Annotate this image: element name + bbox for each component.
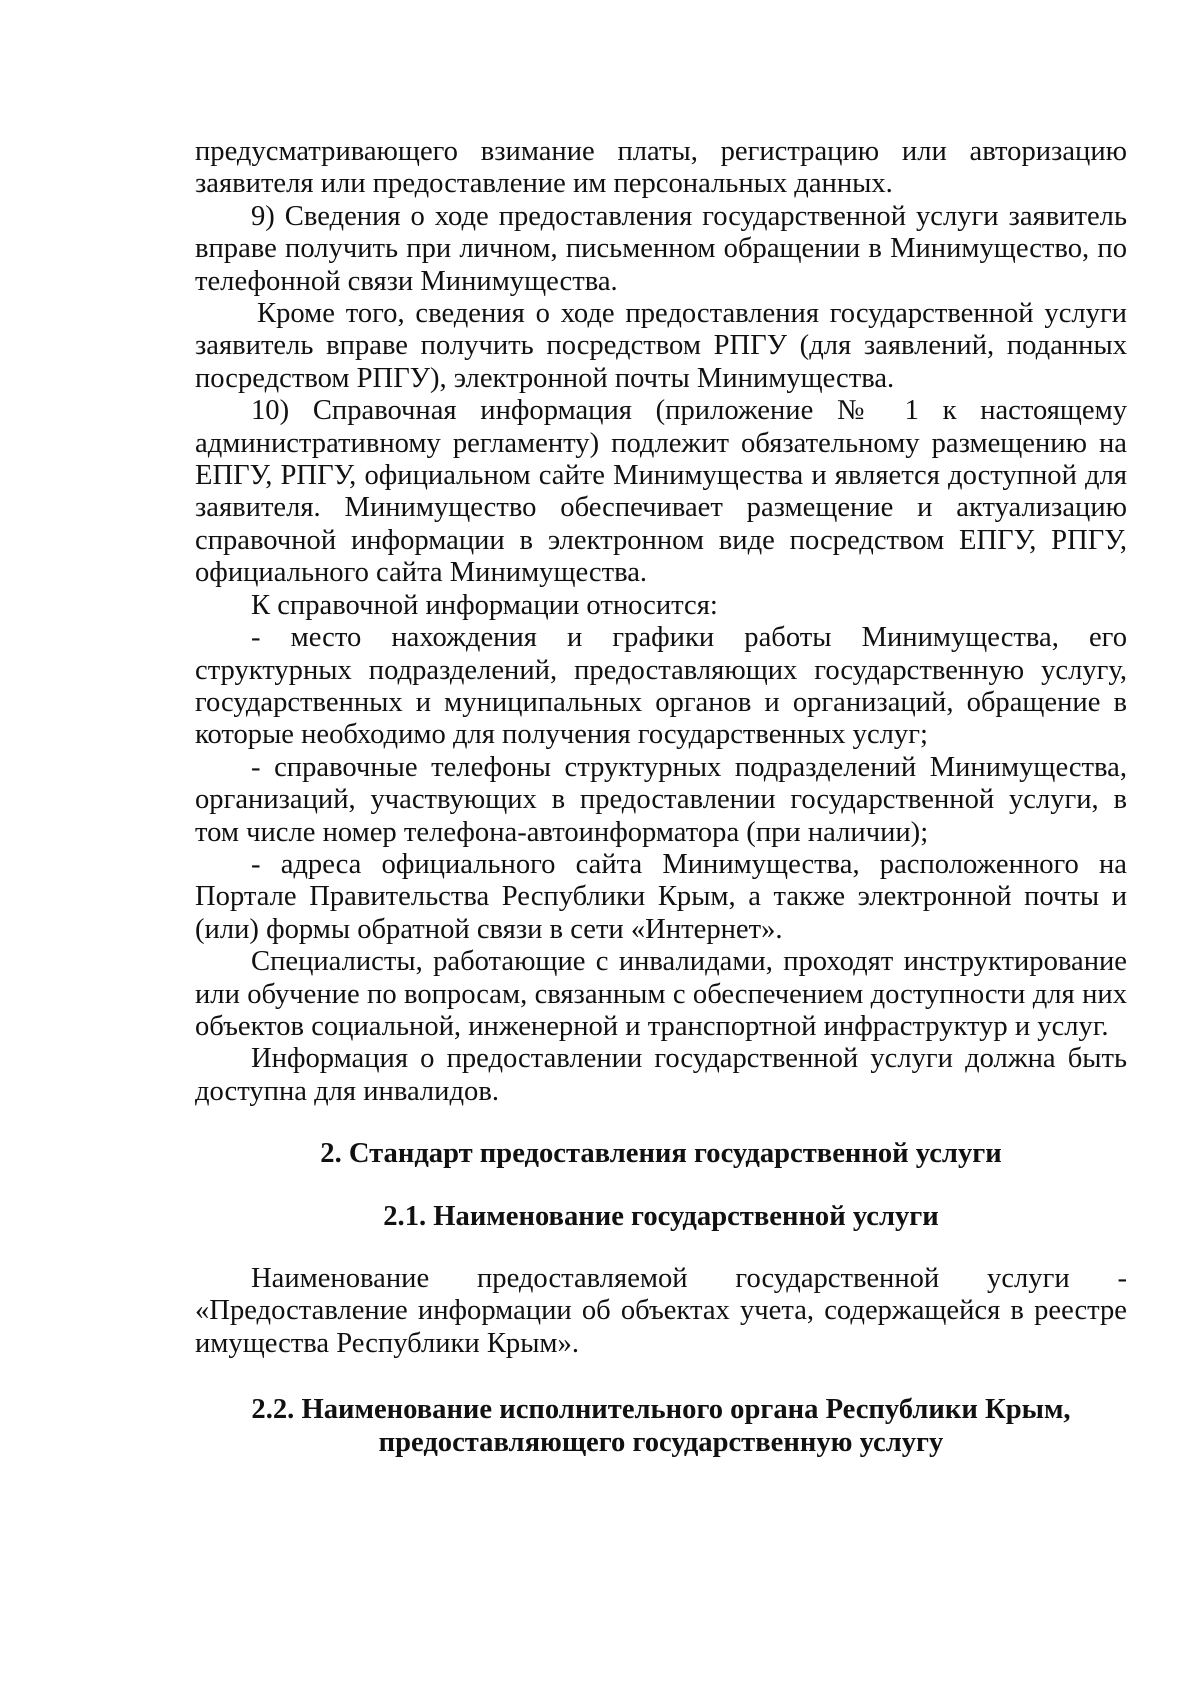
- paragraph-item-9: 9) Сведения о ходе предоставления государственной услуги заявитель вправе получить при личном, письменном обращении в Минимущество, по телефонной связи Минимущества.: [195, 200, 1127, 297]
- paragraph-service-name: Наименование предоставляемой государственной услуги - «Предоставление информации об объектах учета, содержащейся в реестре имущества Республики Крым».: [195, 1263, 1127, 1359]
- subsection-heading-2-2-line1: 2.2. Наименование исполнительного органа Республики Крым,: [251, 1394, 1071, 1426]
- subsection-heading-2-2-line2: предоставляющего государственную услугу: [378, 1426, 944, 1458]
- paragraph-specialists: Специалисты, работающие с инвалидами, проходят инструктирование или обучение по вопросам, связанным с обеспечением доступности для них объектов социальной, инженерной и транспортной инфраструктур и услуг.: [195, 946, 1127, 1042]
- paragraph-reference-info-intro: К справочной информации относится:: [251, 589, 718, 621]
- document-page: [195, 136, 1127, 1459]
- list-item-website-email: - адреса официального сайта Минимущества, расположенного на Портале Правительства Республики Крым, а также электронной почты и (или) формы обратной связи в сети «Интернет».: [195, 848, 1127, 945]
- subsection-heading-2-1: 2.1. Наименование государственной услуги: [383, 1200, 939, 1232]
- section-heading-2: 2. Стандарт предоставления государственной услуги: [320, 1138, 1002, 1170]
- paragraph-item-10: 10) Справочная информация (приложение № 1 к настоящему административному регламенту) подлежит обязательному размещению на ЕПГУ, РПГУ, официальном сайте Минимущества и является доступной для заявителя. Минимущество обеспечивает размещение и актуализацию справочной информации в электронном виде посредством ЕПГУ, РПГУ, официального сайта Минимущества.: [195, 395, 1127, 589]
- list-item-location-schedule: - место нахождения и графики работы Минимущества, его структурных подразделений, предоставляющих государственную услугу, государственных и муниципальных органов и организаций, обращение в которые необходимо для получения государственных услуг;: [195, 622, 1127, 751]
- paragraph-item-9-additional: Кроме того, сведения о ходе предоставления государственной услуги заявитель вправе получить посредством РПГУ (для заявлений, поданных посредством РПГУ), электронной почты Минимущества.: [195, 298, 1127, 394]
- paragraph-accessibility: Информация о предоставлении государственной услуги должна быть доступна для инвалидов.: [195, 1043, 1127, 1107]
- paragraph-continuation: предусматривающего взимание платы, регистрацию или авторизацию заявителя или предоставление им персональных данных.: [195, 136, 1127, 200]
- list-item-phones: - справочные телефоны структурных подразделений Минимущества, организаций, участвующих в предоставлении государственной услуги, в том числе номер телефона-автоинформатора (при наличии);: [195, 751, 1127, 848]
- subsection-heading-2-2: [195, 1394, 1127, 1459]
